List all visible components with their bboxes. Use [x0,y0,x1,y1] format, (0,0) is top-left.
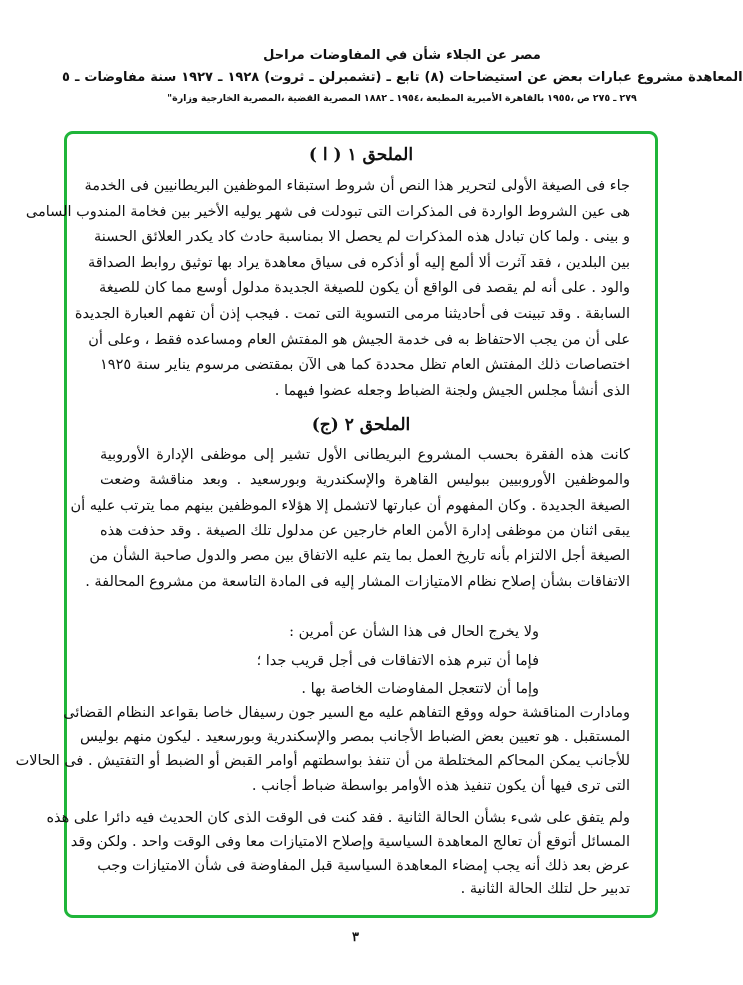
text-line: المسائل أتوقع أن تعالج المعاهدة السياسية وإصلاح الامتيازات معا وفى الوقت واحد . ولكن وقد [70,833,630,850]
text-line: الصيغة الجديدة . وكان المفهوم أن عبارتها لاتشمل إلا هؤلاء الموظفين بينهم مما يترتب عليه أن [70,497,630,514]
header-word: بعض [552,70,583,85]
header-word: ٢٧٩ [619,93,637,104]
header-word: مراحل [263,48,305,63]
header-word: ـ [386,70,391,85]
header-word: ١٩٥٥، [547,93,574,104]
header-word: ٢٧٥ [592,93,611,104]
header-word: المصرية، [243,93,285,104]
page-number: ٣ [352,930,359,945]
text-line: التى ترى فيها أن يكون تنفيذ هذه الأوامر بواسطة ضباط أجانب . [251,777,630,794]
text-line: كانت هذه الفقرة بحسب المشروع البريطانى الأول تشير إلى موظفى الإدارة الأوروبية [100,447,630,463]
text-line: الصيغة أجل الالتزام بأنه تاريخ العمل بما يتم عليه الاتفاق بين مصر والدول صاحبة الشأن من [89,548,630,565]
header-word: سنة [150,70,177,85]
text-line: السابقة . وقد تبينت فى أحاديثنا مرمى التسوية التى تمت . فيجب إذن أن تفهم العبارة الجديدة [74,306,630,322]
annex1-heading: الملحق ١ ( ا ) [308,145,414,165]
header-word: ـ [613,93,617,104]
header-word: القضية [287,93,321,104]
document-series-title [0,48,714,63]
header-word: شأن [412,48,442,63]
header-word: مشروع [636,70,684,85]
header-word: ص [576,93,590,104]
header-word: الأميرية [466,93,502,104]
header-word: "وزارة [167,93,198,104]
header-word: الجلاء [446,48,482,63]
text-line: وإما أن لاتتعجل المفاوضات الخاصة بها . [301,681,539,697]
header-word: المفاوضات [309,48,381,63]
header-word: ـ [309,70,314,85]
header-word: تشمبرلن) [318,70,382,85]
annex2-heading: الملحق ٢ (ج) [311,415,411,435]
text-line: عرض بعد ذلك أنه يجب إمضاء المعاهدة السياسية قبل المفاوضة فى شأن الامتيازات وجب [97,857,630,874]
header-word: المعاهدة [688,70,743,85]
header-word: عن [486,48,507,63]
header-word: الخارجية [200,93,241,104]
header-word: مصر [511,48,541,63]
header-word: في [385,48,408,63]
text-line: يبقى اثنان من موظفى إدارة الأمن العام خارجين عن مدلول تلك الصيغة . وقد حذفت هذه [100,522,630,539]
header-word: ١٩٥٤، [396,93,424,104]
header-word: مفاوضات [84,70,146,85]
header-word: عبارات [587,70,632,85]
text-line: ولا يخرج الحال فى هذا الشأن عن أمرين : [289,624,539,640]
text-line: على أن من يجب الاحتفاظ به فى خدمة الجيش هو المفتش العام ومساعده فقط ، وعلى أن [88,331,630,348]
header-word: (ثروت [264,70,305,85]
header-word: (٨) [424,70,445,85]
text-line: الذى أنشأ مجلس الجيش ولجنة الضباط وجعله عضوا فيهما . [274,382,630,399]
header-word: استيضاحات [449,70,523,85]
text-line: الاتفاقات بشأن إصلاح نظام الامتيازات المشار إليه فى المادة التاسعة من مشروع المحالفة . [85,573,630,590]
text-line: فإما أن تبرم هذه الاتفاقات فى أجل قريب جدا ؛ [256,652,539,669]
header-word: ـ [218,70,223,85]
header-word: تابع [395,70,420,85]
text-line: اختصاصات ذلك المفتش العام تظل محددة كما هى الآن بمقتضى مرسوم يناير سنة ١٩٢٥ [100,357,630,374]
header-word: المطبعة [426,93,464,104]
text-line: ولم يتفق على شىء بشأن الحالة الثانية . فقد كنت فى الوقت الذى كان الحديث فيه دائرا على هذه [46,810,630,826]
text-line: بين البلدين ، فقد آثرت ألا ألمع إليه أو أذكره فى سياق معاهدة يراد بها توثيق روابط الصداقة [88,254,630,271]
text-line: جاء فى الصيغة الأولى لتحرير هذا النص أن شروط استبقاء الموظفين البريطانيين فى الخدمة [84,178,630,194]
text-line: المستقبل . هو تعيين بعض الضباط الأجانب بمصر والإسكندرية وبورسعيد . ليكون منهم بوليس [79,729,630,746]
source-citation [0,93,714,104]
text-line: للأجانب يمكن المحاكم المختلطة من أن تنفذ بواسطتهم أوامر القبض أو الضبط أو التفتيش . فى الحالات [15,753,630,770]
text-line: والموظفين الأوروبيين ببوليس القاهرة والإسكندرية وبورسعيد . وبعد مناقشة وضعت [100,472,630,489]
header-word: المصرية [323,93,361,104]
header-word: عن [527,70,548,85]
text-line: ومادارت المناقشة حوله ووقع التفاهم عليه مع السير جون رسيفال خاصا بقواعد النظام القضائى [63,705,630,721]
text-line: والود . على أنه لم يقصد فى الواقع أن يكون للصيغة الجديدة مدلول أوسع مما كان للصيغة [98,280,630,297]
header-word: ١٩٢٨ [227,70,260,85]
header-word: ـ [74,70,80,85]
section-title [62,70,743,85]
header-word: ١٩٢٧ [181,70,213,85]
header-word: بالقاهرة [504,93,545,104]
header-word: ٥ [62,70,70,85]
text-line: تدبير حل لتلك الحالة الثانية . [460,881,630,898]
text-line: هى عين الشروط الواردة فى المذكرات التى تبودلت فى شهر يوليه الأخير بين فخامة المندوب السامى [25,203,630,220]
header-word: ١٨٨٢ [363,93,388,104]
header-word: ـ [390,93,394,104]
text-line: و بينى . ولما كان تبادل هذه المذكرات لم يحصل الا بمناسبة حادث كاد يكدر العلائق الحسنة [94,229,630,246]
